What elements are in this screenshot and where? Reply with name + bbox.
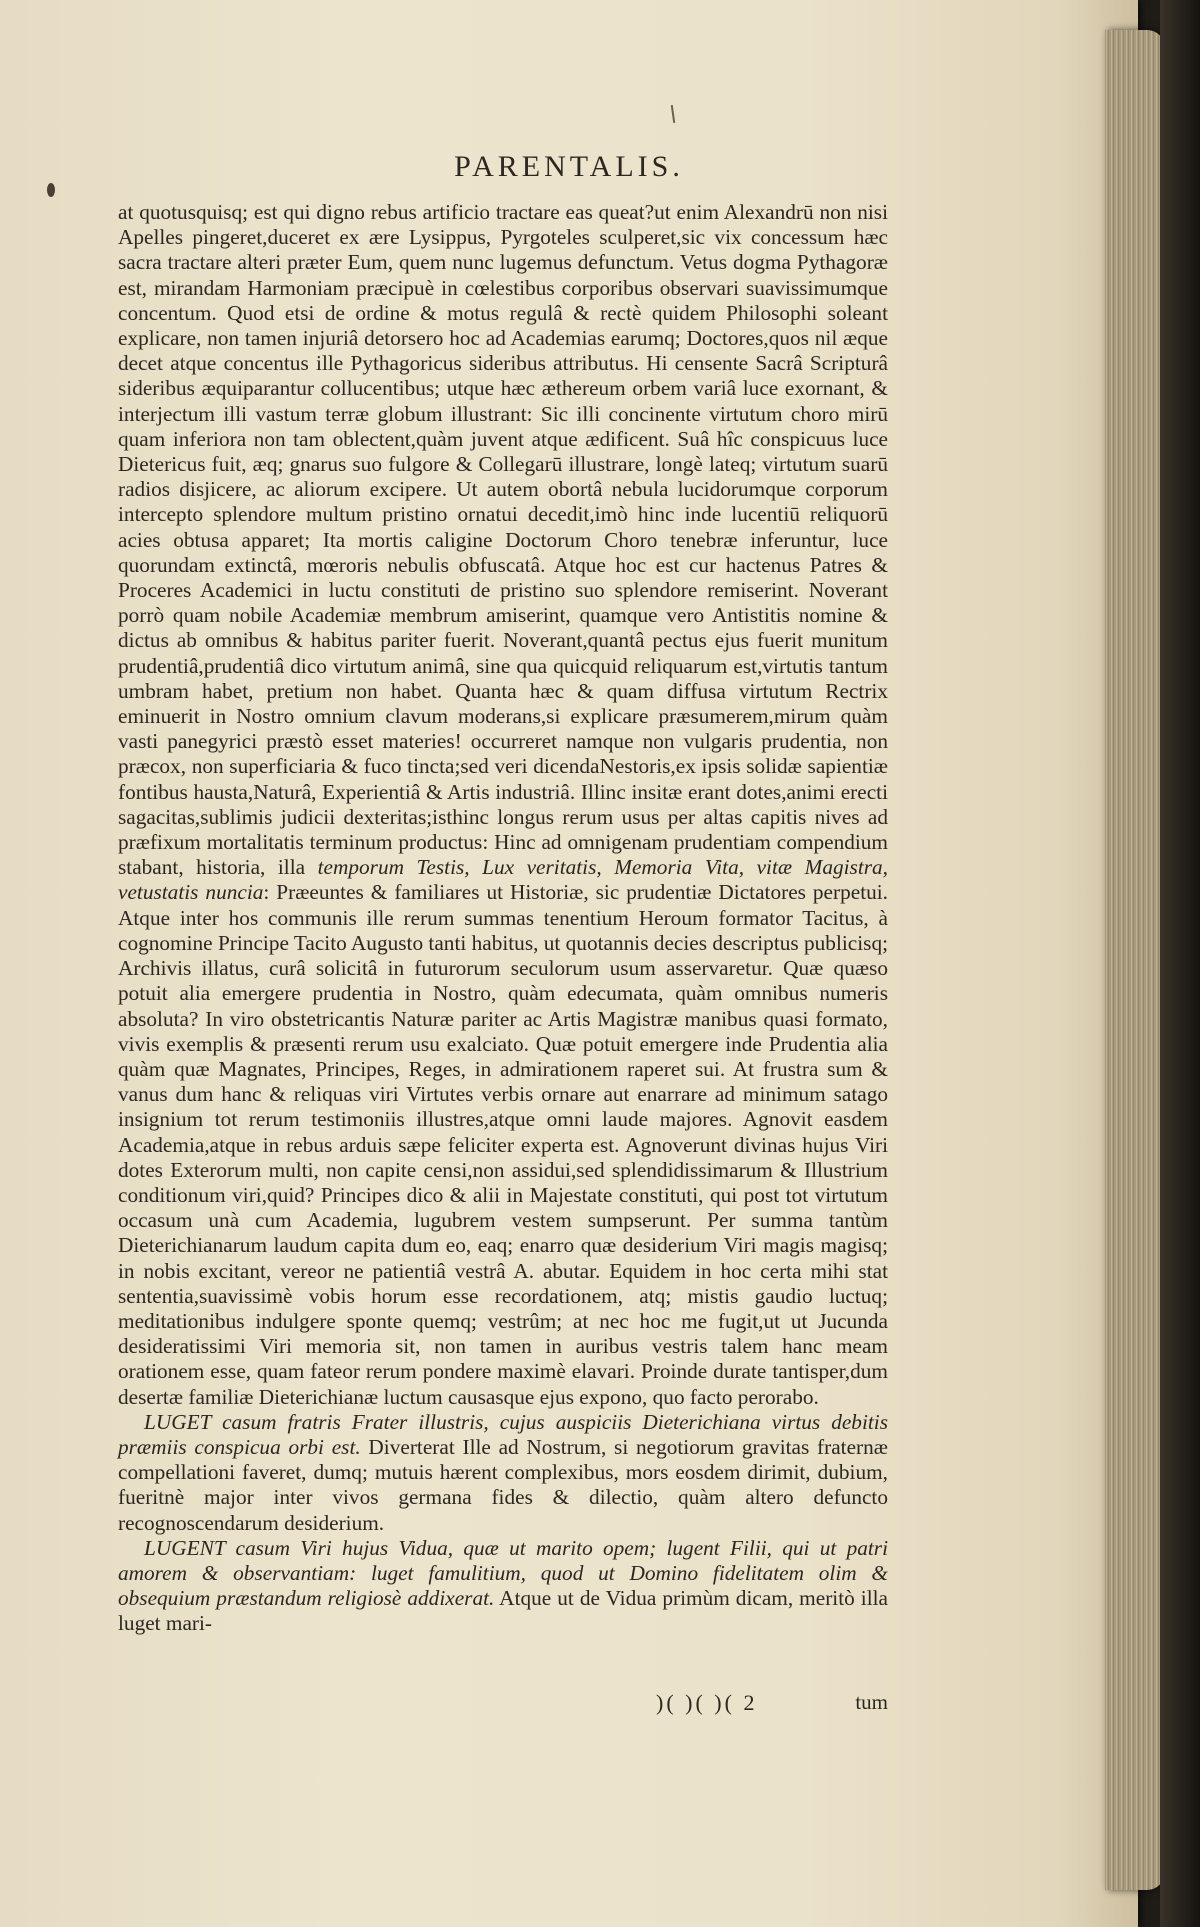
paragraph-1-italic-quote: temporum Testis, Lux veritatis, Memoria Vita, vitæ Magistra, vetustatis nuncia: [118, 855, 889, 905]
signature-mark: )( )( )( 2: [656, 1690, 758, 1715]
paragraph-3-text: Atque ut de Vidua primùm dicam, meritò illa luget mari-: [118, 1586, 888, 1636]
main-text-block: [118, 200, 888, 1637]
paragraph-2-italic-lead: LUGET casum fratris Frater illustris, cujus auspiciis Dieterichiana virtus debitis præmiis conspicua orbi est.: [118, 1409, 888, 1459]
ink-blot: [47, 183, 55, 197]
catchword: tum: [855, 1690, 888, 1714]
paragraph-3-italic-lead: LUGENT casum Viri hujus Vidua, quæ ut marito opem; lugent Filii, qui ut patri amorem & observantiam: luget famulitium, quod ut Domino fidelitatem olim & obsequium præstandum religiosè addixerat.: [118, 1535, 888, 1611]
paragraph-2-text: Diverterat Ille ad Nostrum, si negotiorum gravitas fraternæ compellationi faveret, dumq; mutuis hærent complexibus, mors eosdem dirimit, dubium, fueritnè major inter vivos germana fides & dilectio, quàm altero defuncto recognoscendarum desiderium.: [118, 1434, 888, 1535]
paragraph-1: [118, 200, 888, 1410]
paragraph-3: [118, 1536, 888, 1637]
page-stack-edge: [1105, 30, 1165, 1890]
paragraph-1-text: at quotusquisq; est qui digno rebus artificio tractare eas queat?ut enim Alexandrū non nisi Apelles pingeret,duceret ex ære Lysippus, Pyrgoteles sculperet,sic vix concessum hæc sacra tractare alteri præter Eum, quem nunc lugemus defunctum. Vetus dogma Pythagoræ est, mirandam Harmoniam præcipuè in cœlestibus corporibus observari suavissimumque concentum. Quod etsi de ordine & motus regulâ & rectè quidem Philosophi soleant explicare, non tamen injuriâ detorsero hoc ad Academias earumq; Doctores,quos nil æque decet atque concentus ille Pythagoricus sideribus attributus. Hi censente Sacrâ Scripturâ sideribus æquiparantur collucentibus; utque hæc æthereum orbem variâ luce exornant, & interjectum illi vastum terræ globum illustrant: Sic illi concinente virtutum choro mirū quam inferiora non tam oblectent,quàm juvent atque ædificent. Suâ hîc conspicuus luce Dietericus fuit, æq; gnarus suo fulgore & Collegarū illustrare, longè lateq; virtutum suarū radios disjicere, ac aliorum excipere. Ut autem obortâ nebula lucidorumque corporum intercepto splendore multum pristino ornatui decedit,imò hinc inde lucentiū reliquorū acies obtusa apparet; Ita mortis caligine Doctorum Choro tenebræ inferuntur, luce quorundam extinctâ, mœroris nebulis obfuscatâ. Atque hoc est cur hactenus Patres & Proceres Academici in luctu constituti de pristino suo splendore remiserint. Noverant porrò quam nobile Academiæ membrum amiserint, quamque vero Antistitis nomine & dictus ab omnibus & habitus pariter fuerit. Noverant,quantâ pectus ejus fuerit munitum prudentiâ,prudentiâ dico virtutum animâ, sine qua quicquid reliquarum est,virtutis tantum umbram habet, pretium non habet. Quanta hæc & quam diffusa virtutum Rectrix eminuerit in Nostro omnium clavum moderans,si explicare præsumerem,mirum quàm vasti panegyrici præstò esset materies! occurreret namque non vulgaris prudentia, non præcox, non superficiaria & fuco tincta;sed veri dicendaNestoris,ex ipsis solidæ sapientiæ fontibus hausta,Naturâ, Experientiâ & Artis industriâ. Illinc insitæ erant dotes,animi erecti sagacitas,sublimis judicii dexteritas;isthinc longus rerum usus per altas capitis nives ad præfixum mortalitatis terminum productus: Hinc ad omnigenam prudentiam compendium stabant, historia, illa: [118, 200, 888, 880]
paragraph-1-text-continued: : Præeuntes & familiares ut Historiæ, sic prudentiæ Dictatores perpetui. Atque inter hos communis ille rerum summas tenentium Heroum formator Tacitus, à cognomine Principe Tacito Augusto tanti habitus, ut quotannis decies descriptus publicisq; Archivis illatus, curâ solicitâ in futurorum seculorum usum asservaretur. Quæ quæso potuit alia emergere prudentia in Nostro, quàm edecumata, quàm omnibus numeris absoluta? In viro obstetricantis Naturæ pariter ac Artis Magistræ manibus quasi formato, vivis exemplis & præsenti rerum usu exalciato. Quæ potuit emergere inde Prudentia alia quàm quæ Magnates, Principes, Reges, in admirationem raperet sui. At frustra sum & vanus dum hanc & reliquas viri Virtutes verbis ornare aut enarrare ad minimum satago insignium tot rerum testimoniis illustres,atque omni laude majores. Agnovit easdem Academia,atque in rebus arduis sæpe feliciter experta est. Agnoverunt divinas hujus Viri dotes Exterorum multi, non capite censi,non assidui,sed splendidissimarum & Illustrium conditionum viri,quid? Principes dico & alii in Majestate constituti, qui post tot virtutum occasum unà cum Academia, lugubrem vestem sumpserunt. Per summa tantùm Dieterichianarum laudum capita dum eo, eaq; enarro quæ desiderium Viri magis magisq; in nobis excitant, vereor ne patientiâ vestrâ A. abutar. Equidem in hoc certa mihi stat sententia,suavissimè vobis horum esse recordationem, atq; mistis gaudio luctuq; meditationibus indulgere sponte quemq; vestrûm; at nec hoc me fugit,ut ut Jucunda desideratissimi Viri memoria sit, non tamen in auribus vestris talem hanc meam orationem esse, quam fateor rerum pondere maximè elavari. Proinde durate tantisper,dum desertæ familiæ Dieterichianæ luctum causasque ejus expono, quo facto perorabo.: [118, 880, 889, 1409]
running-head: PARENTALIS.: [454, 150, 684, 183]
page-footer: [118, 1690, 888, 1716]
book-shadow: [1160, 0, 1200, 1927]
ink-mark: [671, 105, 675, 123]
paragraph-2: [118, 1410, 888, 1536]
